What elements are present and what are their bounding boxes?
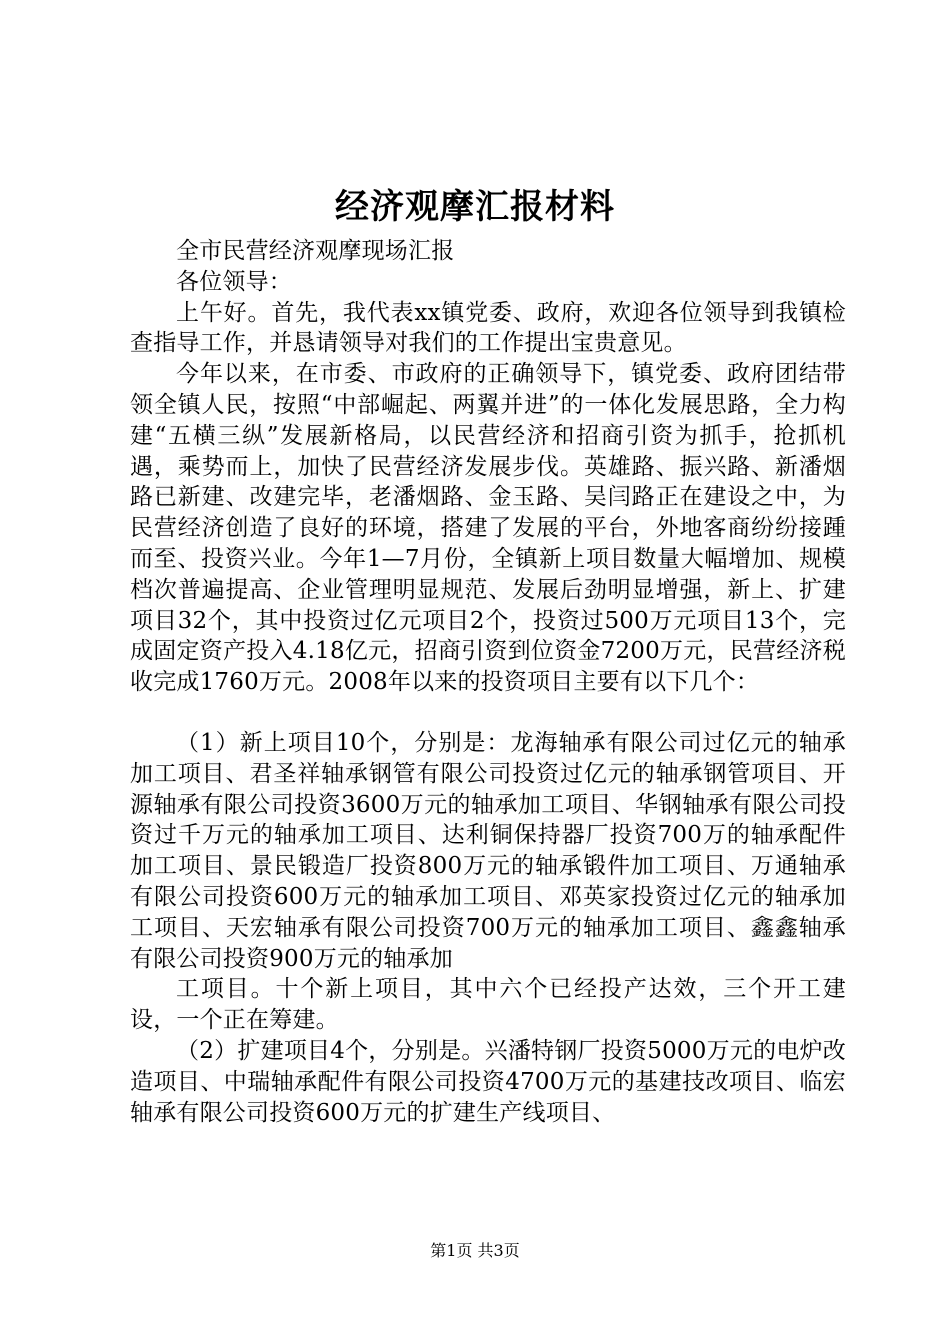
expansion-projects-paragraph: （2）扩建项目4个，分别是。兴潘特钢厂投资5000万元的电炉改造项目、中瑞轴承配件有限公司投资4700万元的基建技改项目、临宏轴承有限公司投资600万元的扩建生产线项目、	[130, 1037, 846, 1126]
document-title: 经济观摩汇报材料	[335, 187, 615, 227]
new-projects-summary-paragraph: 工项目。十个新上项目，其中六个已经投产达效，三个开工建设，一个正在筹建。	[130, 976, 846, 1034]
report-subtitle: 全市民营经济观摩现场汇报	[176, 238, 455, 264]
new-projects-paragraph: （1）新上项目10个，分别是：龙海轴承有限公司过亿元的轴承加工项目、君圣祥轴承钢管有限公司投资过亿元的轴承钢管项目、开源轴承有限公司投资3600万元的轴承加工项目、华钢轴承有限公司投资过千万元的轴承加工项目、达利铜保持器厂投资700万的轴承配件加工项目、景民锻造厂投资800万元的轴承锻件加工项目、万通轴承有限公司投资600万元的轴承加工项目、邓英家投资过亿元的轴承加工项目、天宏轴承有限公司投资700万元的轴承加工项目、鑫鑫轴承有限公司投资900万元的轴承加	[130, 729, 846, 972]
greeting-paragraph: 上午好。首先，我代表xx镇党委、政府，欢迎各位领导到我镇检查指导工作，并恳请领导对我们的工作提出宝贵意见。	[130, 299, 846, 357]
document-body	[130, 236, 846, 1128]
overview-paragraph: 今年以来，在市委、市政府的正确领导下，镇党委、政府团结带领全镇人民，按照“中部崛起、两翼并进”的一体化发展思路，全力构建“五横三纵”发展新格局，以民营经济和招商引资为抓手，抢抓机遇，乘势而上，加快了民营经济发展步伐。英雄路、振兴路、新潘烟路已新建、改建完毕，老潘烟路、金玉路、吴闫路正在建设之中，为民营经济创造了良好的环境，搭建了发展的平台，外地客商纷纷接踵而至、投资兴业。今年1—7月份，全镇新上项目数量大幅增加、规模档次普遍提高、企业管理明显规范、发展后劲明显增强，新上、扩建项目32个，其中投资过亿元项目2个，投资过500万元项目13个，完成固定资产投入4.18亿元，招商引资到位资金7200万元，民营经济税收完成1760万元。2008年以来的投资项目主要有以下几个：	[130, 361, 846, 696]
page-footer: 第1页 共3页	[430, 1241, 520, 1260]
salutation: 各位领导：	[176, 268, 292, 295]
